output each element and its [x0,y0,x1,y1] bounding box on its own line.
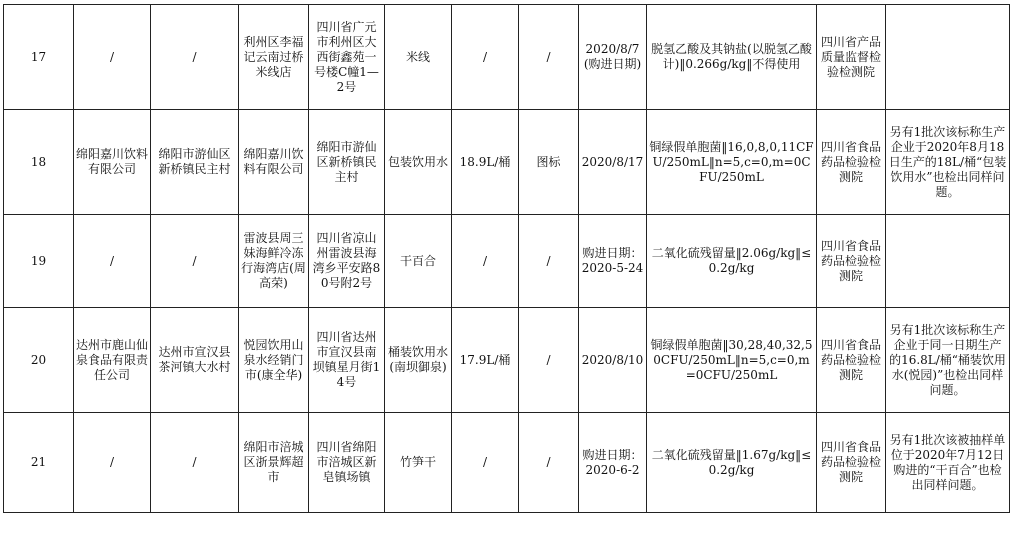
production-date: 2020/8/10 [579,308,647,413]
remark [886,5,1010,110]
table-row [4,413,1010,513]
producer-address: / [151,413,239,513]
production-date: 购进日期：2020-6-2 [579,413,647,513]
sampled-unit: 悦园饮用山泉水经销门市(康全华) [239,308,309,413]
producer-name: / [74,215,151,308]
failed-item: 铜绿假单胞菌‖30,28,40,32,50CFU/250mL‖n=5,c=0,m=0CFU/250mL [647,308,817,413]
sampled-address: 四川省凉山州雷波县海湾乡平安路80号附2号 [309,215,385,308]
sampled-address: 绵阳市游仙区新桥镇民主村 [309,110,385,215]
row-number: 18 [4,110,74,215]
remark: 另有1批次该标称生产企业于同一日期生产的16.8L/桶“桶装饮用水(悦园)”也检出同样问题。 [886,308,1010,413]
table-row [4,215,1010,308]
remark [886,215,1010,308]
inspection-results-table [3,4,1010,513]
brand: / [519,215,579,308]
food-name: 米线 [385,5,452,110]
food-name: 干百合 [385,215,452,308]
sampled-address: 四川省绵阳市涪城区新皂镇场镇 [309,413,385,513]
brand: / [519,5,579,110]
remark: 另有1批次该标称生产企业于2020年8月18日生产的18L/桶“包装饮用水”也检出同样问题。 [886,110,1010,215]
table-row [4,5,1010,110]
food-name: 竹笋干 [385,413,452,513]
food-name: 桶装饮用水(南坝御泉) [385,308,452,413]
table-row [4,110,1010,215]
failed-item: 二氧化硫残留量‖2.06g/kg‖≤0.2g/kg [647,215,817,308]
testing-agency: 四川省食品药品检验检测院 [817,413,886,513]
brand: 图标 [519,110,579,215]
row-number: 20 [4,308,74,413]
sampled-unit: 绵阳嘉川饮料有限公司 [239,110,309,215]
specification: 17.9L/桶 [452,308,519,413]
producer-address: / [151,5,239,110]
producer-name: 绵阳嘉川饮料有限公司 [74,110,151,215]
remark: 另有1批次该被抽样单位于2020年7月12日购进的“干百合”也检出同样问题。 [886,413,1010,513]
production-date: 2020/8/17 [579,110,647,215]
row-number: 21 [4,413,74,513]
specification: / [452,5,519,110]
producer-address: 绵阳市游仙区新桥镇民主村 [151,110,239,215]
failed-item: 脱氢乙酸及其钠盐(以脱氢乙酸计)‖0.266g/kg‖不得使用 [647,5,817,110]
producer-address: / [151,215,239,308]
specification: 18.9L/桶 [452,110,519,215]
row-number: 19 [4,215,74,308]
producer-name: / [74,413,151,513]
food-name: 包装饮用水 [385,110,452,215]
producer-name: 达州市鹿山仙泉食品有限责任公司 [74,308,151,413]
sampled-unit: 利州区李福记云南过桥米线店 [239,5,309,110]
row-number: 17 [4,5,74,110]
table-row [4,308,1010,413]
testing-agency: 四川省食品药品检验检测院 [817,110,886,215]
production-date: 2020/8/7(购进日期) [579,5,647,110]
testing-agency: 四川省食品药品检验检测院 [817,215,886,308]
testing-agency: 四川省产品质量监督检验检测院 [817,5,886,110]
producer-address: 达州市宣汉县茶河镇大水村 [151,308,239,413]
sampled-address: 四川省达州市宣汉县南坝镇星月街14号 [309,308,385,413]
sampled-unit: 雷波县周三妹海鲜冷冻行海湾店(周高荣) [239,215,309,308]
sampled-address: 四川省广元市利州区大西街鑫苑一号楼C幢1—2号 [309,5,385,110]
brand: / [519,413,579,513]
production-date: 购进日期：2020-5-24 [579,215,647,308]
specification: / [452,413,519,513]
failed-item: 二氧化硫残留量‖1.67g/kg‖≤0.2g/kg [647,413,817,513]
producer-name: / [74,5,151,110]
specification: / [452,215,519,308]
sampled-unit: 绵阳市涪城区浙景辉超市 [239,413,309,513]
testing-agency: 四川省食品药品检验检测院 [817,308,886,413]
failed-item: 铜绿假单胞菌‖16,0,8,0,11CFU/250mL‖n=5,c=0,m=0CFU/250mL [647,110,817,215]
brand: / [519,308,579,413]
